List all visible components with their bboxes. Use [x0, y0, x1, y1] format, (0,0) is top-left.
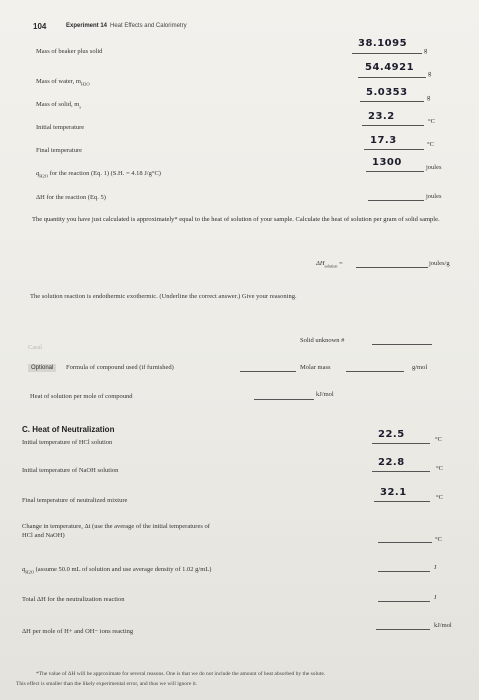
dh-per-mole-label: ΔH per mole of H+ and OH− ions reacting — [22, 628, 134, 635]
delta-t-label: Change in temperature, Δt (use the average of the initial temperatures of — [22, 523, 210, 530]
experiment-label: Experiment 14 — [66, 23, 108, 29]
dh-reaction-unit: joules — [426, 193, 442, 200]
faint-text: Caral — [28, 344, 43, 351]
beaker-solid-value[interactable]: 38.1095 — [358, 38, 408, 49]
formula-line[interactable] — [240, 371, 296, 372]
final-mixture-value[interactable]: 32.1 — [380, 487, 407, 498]
water-mass-value[interactable]: 54.4921 — [365, 62, 415, 73]
initial-temp-value[interactable]: 23.2 — [368, 111, 395, 122]
heat-solution-paragraph: The quantity you have just calculated is approximately* equal to the heat of solution of your sample. Calculate the heat of solution per gram of solid sample. — [32, 216, 440, 223]
beaker-solid-line — [352, 53, 422, 54]
dh-reaction-label: ΔH for the reaction (Eq. 5) — [36, 194, 106, 201]
initial-temp-unit: °C — [428, 118, 435, 125]
footnote-line-2: This effect is smaller than the likely experimental error, and thus we will ignore it. — [16, 681, 198, 687]
molar-mass-line[interactable] — [346, 371, 404, 372]
dh-per-mole-unit: kJ/mol — [434, 622, 452, 629]
naoh-temp-label: Initial temperature of NaOH solution — [22, 467, 119, 474]
solid-mass-value[interactable]: 5.0353 — [366, 87, 408, 98]
dh-solution-unit: joules/g — [429, 260, 450, 267]
page-number: 104 — [33, 22, 47, 31]
final-temp-line — [364, 149, 424, 150]
final-mixture-label: Final temperature of neutralized mixture — [22, 497, 128, 504]
q-water-label: $q_{H2O}$ for the reaction (Eq. 1) (S.H. = 4.18 J/g°C) — [36, 170, 161, 179]
beaker-solid-label: Mass of beaker plus solid — [36, 48, 103, 55]
molar-mass-unit: g/mol — [412, 364, 428, 371]
molar-mass-label: Molar mass — [300, 364, 331, 371]
initial-temp-label: Initial temperature — [36, 124, 85, 131]
heat-per-mole-line[interactable] — [254, 399, 314, 400]
total-dh-label: Total ΔH for the neutralization reaction — [22, 596, 125, 603]
final-temp-label: Final temperature — [36, 147, 83, 154]
delta-t-unit: °C — [435, 536, 442, 543]
heat-per-mole-unit: kJ/mol — [316, 391, 334, 398]
beaker-solid-unit: g — [424, 47, 428, 54]
experiment-title: Heat Effects and Calorimetry — [110, 23, 187, 29]
optional-badge: Optional — [28, 364, 56, 372]
naoh-temp-value[interactable]: 22.8 — [378, 457, 405, 468]
dh-per-mole-line[interactable] — [376, 629, 430, 630]
final-temp-value[interactable]: 17.3 — [370, 135, 397, 146]
water-mass-unit: g — [428, 70, 432, 77]
delta-t-label-2: HCl and NaOH) — [22, 532, 65, 539]
endo-exo-question: The solution reaction is endothermic exothermic. (Underline the correct answer.) Give your reasoning. — [30, 293, 297, 300]
naoh-temp-line — [372, 471, 430, 472]
q-neutral-line[interactable] — [378, 571, 430, 572]
delta-t-line[interactable] — [378, 542, 432, 543]
solid-mass-line — [360, 101, 424, 102]
solid-unknown-line[interactable] — [372, 344, 432, 345]
heat-per-mole-label: Heat of solution per mole of compound — [30, 393, 133, 400]
total-dh-unit: J — [434, 594, 437, 601]
initial-temp-line — [362, 125, 424, 126]
dh-solution-label: $\Delta H_{solution}$ = — [316, 260, 343, 269]
naoh-temp-unit: °C — [436, 465, 443, 472]
final-mixture-unit: °C — [436, 494, 443, 501]
footnote-line-1: *The value of ΔH will be approximate for several reasons. One is that we do not include the amount of heat absorbed by the solute. — [36, 671, 326, 677]
final-mixture-line — [374, 501, 430, 502]
water-mass-line — [358, 77, 426, 78]
final-temp-unit: °C — [427, 141, 434, 148]
solid-unknown-label: Solid unknown # — [300, 337, 345, 344]
solid-mass-label: Mass of solid, $m_s$ — [36, 101, 82, 110]
hcl-temp-label: Initial temperature of HCl solution — [22, 439, 113, 446]
hcl-temp-value[interactable]: 22.5 — [378, 429, 405, 440]
q-neutral-label: $q_{H2O}$ (assume 50.0 mL of solution and use average density of 1.02 g/mL) — [22, 566, 212, 575]
hcl-temp-unit: °C — [435, 436, 442, 443]
q-water-unit: joules — [426, 164, 442, 171]
total-dh-line[interactable] — [378, 601, 430, 602]
q-neutral-unit: J — [434, 564, 437, 571]
section-c-title: C. Heat of Neutralization — [22, 425, 115, 434]
formula-label: Formula of compound used (if furnished) — [66, 364, 174, 371]
hcl-temp-line — [372, 443, 430, 444]
water-mass-label: Mass of water, $m_{H2O}$ — [36, 78, 90, 87]
q-water-line — [366, 171, 424, 172]
dh-solution-line[interactable] — [356, 267, 428, 268]
solid-mass-unit: g — [427, 94, 431, 101]
dh-reaction-line[interactable] — [368, 200, 424, 201]
q-water-value[interactable]: 1300 — [372, 157, 402, 168]
